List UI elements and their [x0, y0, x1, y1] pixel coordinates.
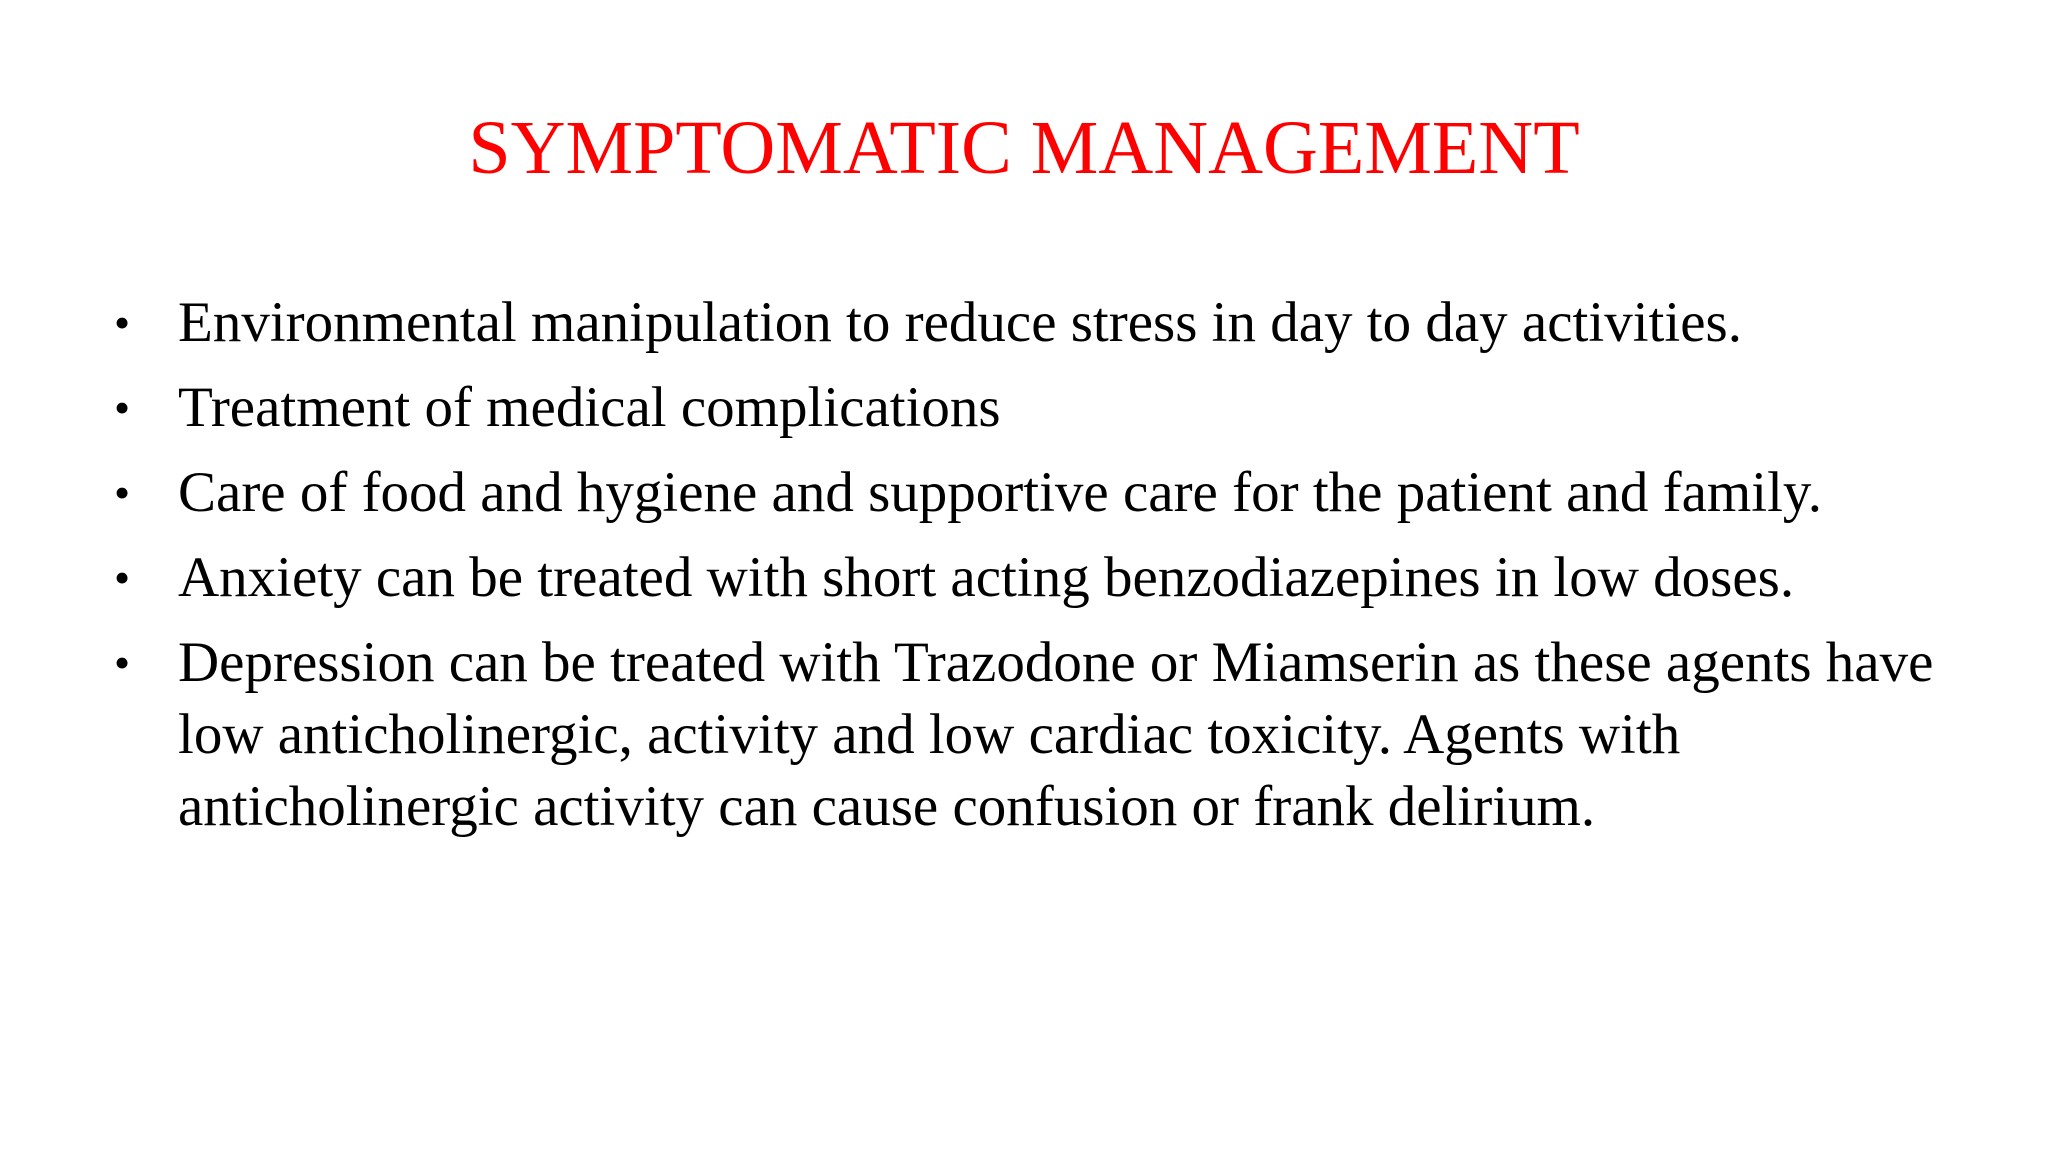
- bullet-text: Environmental manipulation to reduce stress in day to day activities.: [178, 291, 1742, 354]
- list-item: [110, 457, 1970, 529]
- bullet-icon: •: [114, 637, 131, 688]
- list-item: [110, 287, 1970, 359]
- list-item: [110, 372, 1970, 444]
- bullet-icon: •: [114, 552, 131, 603]
- bullet-icon: •: [114, 382, 131, 433]
- list-item: [110, 542, 1970, 614]
- bullet-icon: •: [114, 297, 131, 348]
- bullet-text: Anxiety can be treated with short acting benzodiazepines in low doses.: [178, 546, 1795, 609]
- bullet-text: Care of food and hygiene and supportive care for the patient and family.: [178, 461, 1822, 524]
- bullet-list: [110, 287, 1970, 856]
- bullet-text: Treatment of medical complications: [178, 376, 1001, 439]
- slide-title: SYMPTOMATIC MANAGEMENT: [468, 106, 1580, 190]
- bullet-icon: •: [114, 467, 131, 518]
- bullet-text: Depression can be treated with Trazodone or Miamserin as these agents have low anticholinergic, activity and low cardiac toxicity. Agents with anticholinergic activity can cause confusion or frank delirium.: [178, 631, 1934, 838]
- list-item: [110, 627, 1970, 843]
